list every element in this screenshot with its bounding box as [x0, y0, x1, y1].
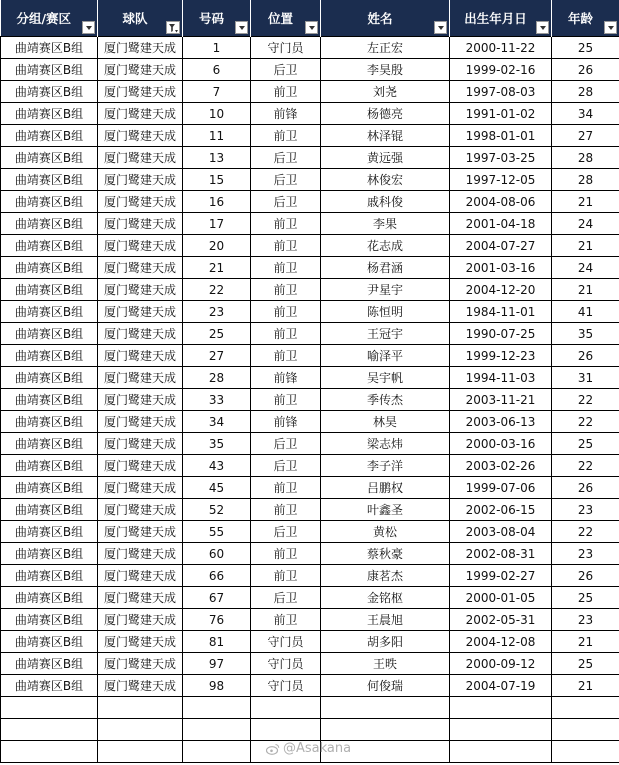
- cell-position[interactable]: 前卫: [251, 565, 321, 587]
- cell-birthdate[interactable]: 1990-07-25: [450, 323, 552, 345]
- cell-group[interactable]: 曲靖赛区B组: [1, 455, 98, 477]
- cell-name[interactable]: 林俊宏: [321, 169, 450, 191]
- column-header-label: 年龄: [567, 11, 593, 26]
- cell-number[interactable]: 20: [183, 235, 251, 257]
- cell-name[interactable]: 戚科俊: [321, 191, 450, 213]
- watermark-text: @Asakana: [283, 741, 352, 756]
- filter-dropdown-icon[interactable]: [305, 21, 318, 34]
- cell-group[interactable]: 曲靖赛区B组: [1, 213, 98, 235]
- cell-name[interactable]: 黄远强: [321, 147, 450, 169]
- empty-cell[interactable]: [251, 719, 321, 741]
- table-row: [1, 411, 619, 433]
- table-row: [1, 675, 619, 697]
- cell-group[interactable]: 曲靖赛区B组: [1, 675, 98, 697]
- cell-age[interactable]: 22: [552, 411, 619, 433]
- cell-position[interactable]: 前卫: [251, 543, 321, 565]
- cell-birthdate[interactable]: 1999-02-16: [450, 59, 552, 81]
- table-row: [1, 345, 619, 367]
- cell-group[interactable]: 曲靖赛区B组: [1, 279, 98, 301]
- cell-team[interactable]: 厦门鹭建天成: [98, 433, 183, 455]
- cell-age[interactable]: 25: [552, 653, 619, 675]
- cell-name[interactable]: 杨君涵: [321, 257, 450, 279]
- empty-cell[interactable]: [183, 697, 251, 719]
- cell-birthdate[interactable]: 2003-06-13: [450, 411, 552, 433]
- cell-group[interactable]: 曲靖赛区B组: [1, 609, 98, 631]
- cell-position[interactable]: 前卫: [251, 213, 321, 235]
- column-header-name: [321, 0, 450, 37]
- cell-group[interactable]: 曲靖赛区B组: [1, 653, 98, 675]
- table-row: [1, 521, 619, 543]
- empty-cell[interactable]: [1, 719, 98, 741]
- cell-age[interactable]: 22: [552, 389, 619, 411]
- empty-cell[interactable]: [450, 697, 552, 719]
- cell-birthdate[interactable]: 1997-08-03: [450, 81, 552, 103]
- cell-name[interactable]: 花志成: [321, 235, 450, 257]
- cell-group[interactable]: 曲靖赛区B组: [1, 323, 98, 345]
- empty-cell[interactable]: [251, 697, 321, 719]
- table-row: [1, 631, 619, 653]
- cell-age[interactable]: 26: [552, 345, 619, 367]
- cell-team[interactable]: 厦门鹭建天成: [98, 257, 183, 279]
- cell-birthdate[interactable]: 2004-12-08: [450, 631, 552, 653]
- cell-number[interactable]: 22: [183, 279, 251, 301]
- table-row: [1, 235, 619, 257]
- empty-row: [1, 719, 619, 741]
- filter-dropdown-icon[interactable]: [82, 21, 95, 34]
- cell-age[interactable]: 23: [552, 499, 619, 521]
- filter-dropdown-icon[interactable]: [434, 21, 447, 34]
- cell-position[interactable]: 前卫: [251, 81, 321, 103]
- cell-number[interactable]: 13: [183, 147, 251, 169]
- cell-number[interactable]: 33: [183, 389, 251, 411]
- cell-group[interactable]: 曲靖赛区B组: [1, 543, 98, 565]
- cell-birthdate[interactable]: 2002-05-31: [450, 609, 552, 631]
- cell-number[interactable]: 98: [183, 675, 251, 697]
- cell-birthdate[interactable]: 2000-03-16: [450, 433, 552, 455]
- header-row: [1, 0, 619, 37]
- cell-name[interactable]: 林昊: [321, 411, 450, 433]
- cell-name[interactable]: 季传杰: [321, 389, 450, 411]
- table-row: [1, 367, 619, 389]
- column-header-label: 号码: [198, 11, 224, 26]
- empty-cell[interactable]: [552, 741, 619, 763]
- cell-position[interactable]: 后卫: [251, 169, 321, 191]
- cell-position[interactable]: 前卫: [251, 323, 321, 345]
- cell-birthdate[interactable]: 2002-06-15: [450, 499, 552, 521]
- cell-team[interactable]: 厦门鹭建天成: [98, 521, 183, 543]
- cell-position[interactable]: 前锋: [251, 367, 321, 389]
- cell-group[interactable]: 曲靖赛区B组: [1, 147, 98, 169]
- cell-age[interactable]: 25: [552, 433, 619, 455]
- table-row: [1, 543, 619, 565]
- cell-team[interactable]: 厦门鹭建天成: [98, 235, 183, 257]
- cell-birthdate[interactable]: 2004-08-06: [450, 191, 552, 213]
- table-row: [1, 389, 619, 411]
- cell-team[interactable]: 厦门鹭建天成: [98, 323, 183, 345]
- table-row: [1, 609, 619, 631]
- table-row: [1, 587, 619, 609]
- filter-dropdown-icon[interactable]: [536, 21, 549, 34]
- cell-number[interactable]: 35: [183, 433, 251, 455]
- cell-team[interactable]: 厦门鹭建天成: [98, 675, 183, 697]
- cell-name[interactable]: 刘尧: [321, 81, 450, 103]
- cell-birthdate[interactable]: 2004-12-20: [450, 279, 552, 301]
- cell-name[interactable]: 尹星宇: [321, 279, 450, 301]
- cell-position[interactable]: 后卫: [251, 587, 321, 609]
- cell-number[interactable]: 21: [183, 257, 251, 279]
- cell-team[interactable]: 厦门鹭建天成: [98, 279, 183, 301]
- empty-cell[interactable]: [450, 719, 552, 741]
- cell-team[interactable]: 厦门鹭建天成: [98, 543, 183, 565]
- cell-team[interactable]: 厦门鹭建天成: [98, 147, 183, 169]
- empty-cell[interactable]: [98, 719, 183, 741]
- cell-position[interactable]: 守门员: [251, 631, 321, 653]
- cell-name[interactable]: 左正宏: [321, 37, 450, 59]
- cell-number[interactable]: 52: [183, 499, 251, 521]
- cell-birthdate[interactable]: 1984-11-01: [450, 301, 552, 323]
- cell-position[interactable]: 守门员: [251, 37, 321, 59]
- cell-birthdate[interactable]: 2003-08-04: [450, 521, 552, 543]
- cell-birthdate[interactable]: 2002-08-31: [450, 543, 552, 565]
- cell-birthdate[interactable]: 2004-07-27: [450, 235, 552, 257]
- cell-group[interactable]: 曲靖赛区B组: [1, 411, 98, 433]
- cell-number[interactable]: 6: [183, 59, 251, 81]
- cell-group[interactable]: 曲靖赛区B组: [1, 257, 98, 279]
- table-row: [1, 103, 619, 125]
- cell-number[interactable]: 97: [183, 653, 251, 675]
- column-header-group: [1, 0, 98, 37]
- cell-number[interactable]: 25: [183, 323, 251, 345]
- cell-birthdate[interactable]: 1997-03-25: [450, 147, 552, 169]
- cell-team[interactable]: 厦门鹭建天成: [98, 103, 183, 125]
- column-header-label: 姓名: [367, 11, 393, 26]
- cell-number[interactable]: 76: [183, 609, 251, 631]
- table-row: [1, 125, 619, 147]
- cell-name[interactable]: 何俊瑞: [321, 675, 450, 697]
- column-header-label: 分组/赛区: [16, 11, 72, 26]
- cell-name[interactable]: 王晨旭: [321, 609, 450, 631]
- column-header-birthdate: [450, 0, 552, 37]
- cell-group[interactable]: 曲靖赛区B组: [1, 235, 98, 257]
- cell-number[interactable]: 16: [183, 191, 251, 213]
- table-row: [1, 81, 619, 103]
- table-row: [1, 213, 619, 235]
- cell-position[interactable]: 后卫: [251, 433, 321, 455]
- table-row: [1, 477, 619, 499]
- cell-position[interactable]: 前卫: [251, 235, 321, 257]
- cell-group[interactable]: 曲靖赛区B组: [1, 367, 98, 389]
- cell-age[interactable]: 34: [552, 103, 619, 125]
- cell-birthdate[interactable]: 1999-07-06: [450, 477, 552, 499]
- empty-cell[interactable]: [321, 697, 450, 719]
- cell-age[interactable]: 21: [552, 631, 619, 653]
- cell-number[interactable]: 27: [183, 345, 251, 367]
- cell-position[interactable]: 前卫: [251, 345, 321, 367]
- cell-number[interactable]: 43: [183, 455, 251, 477]
- cell-number[interactable]: 17: [183, 213, 251, 235]
- cell-name[interactable]: 胡多阳: [321, 631, 450, 653]
- table-row: [1, 565, 619, 587]
- cell-age[interactable]: 27: [552, 125, 619, 147]
- cell-name[interactable]: 林泽锟: [321, 125, 450, 147]
- cell-age[interactable]: 23: [552, 609, 619, 631]
- cell-team[interactable]: 厦门鹭建天成: [98, 37, 183, 59]
- cell-group[interactable]: 曲靖赛区B组: [1, 103, 98, 125]
- cell-birthdate[interactable]: 2000-09-12: [450, 653, 552, 675]
- cell-position[interactable]: 后卫: [251, 455, 321, 477]
- table-row: [1, 59, 619, 81]
- cell-name[interactable]: 李子洋: [321, 455, 450, 477]
- cell-name[interactable]: 李果: [321, 213, 450, 235]
- cell-name[interactable]: 喻泽平: [321, 345, 450, 367]
- cell-team[interactable]: 厦门鹭建天成: [98, 345, 183, 367]
- column-header-label: 出生年月日: [464, 11, 527, 26]
- table-row: [1, 653, 619, 675]
- cell-team[interactable]: 厦门鹭建天成: [98, 301, 183, 323]
- cell-position[interactable]: 前锋: [251, 103, 321, 125]
- cell-age[interactable]: 21: [552, 279, 619, 301]
- cell-group[interactable]: 曲靖赛区B组: [1, 521, 98, 543]
- cell-age[interactable]: 23: [552, 543, 619, 565]
- cell-birthdate[interactable]: 1999-12-23: [450, 345, 552, 367]
- cell-group[interactable]: 曲靖赛区B组: [1, 59, 98, 81]
- cell-team[interactable]: 厦门鹭建天成: [98, 367, 183, 389]
- cell-team[interactable]: 厦门鹭建天成: [98, 587, 183, 609]
- cell-position[interactable]: 后卫: [251, 521, 321, 543]
- cell-age[interactable]: 21: [552, 675, 619, 697]
- cell-position[interactable]: 后卫: [251, 59, 321, 81]
- column-header-team: [98, 0, 183, 37]
- cell-age[interactable]: 28: [552, 147, 619, 169]
- weibo-logo-icon: [266, 743, 280, 755]
- cell-position[interactable]: 前卫: [251, 499, 321, 521]
- cell-birthdate[interactable]: 2000-01-05: [450, 587, 552, 609]
- cell-birthdate[interactable]: 2003-11-21: [450, 389, 552, 411]
- cell-age[interactable]: 21: [552, 191, 619, 213]
- cell-group[interactable]: 曲靖赛区B组: [1, 477, 98, 499]
- cell-name[interactable]: 李昊殷: [321, 59, 450, 81]
- cell-team[interactable]: 厦门鹭建天成: [98, 191, 183, 213]
- table-row: [1, 37, 619, 59]
- table-row: [1, 147, 619, 169]
- cell-group[interactable]: 曲靖赛区B组: [1, 499, 98, 521]
- cell-group[interactable]: 曲靖赛区B组: [1, 587, 98, 609]
- cell-number[interactable]: 67: [183, 587, 251, 609]
- table-row: [1, 169, 619, 191]
- table-row: [1, 301, 619, 323]
- cell-age[interactable]: 24: [552, 213, 619, 235]
- cell-number[interactable]: 10: [183, 103, 251, 125]
- cell-group[interactable]: 曲靖赛区B组: [1, 631, 98, 653]
- empty-row: [1, 697, 619, 719]
- cell-age[interactable]: 35: [552, 323, 619, 345]
- cell-position[interactable]: 后卫: [251, 147, 321, 169]
- cell-team[interactable]: 厦门鹭建天成: [98, 389, 183, 411]
- cell-birthdate[interactable]: 2001-03-16: [450, 257, 552, 279]
- table-row: [1, 279, 619, 301]
- cell-number[interactable]: 60: [183, 543, 251, 565]
- cell-group[interactable]: 曲靖赛区B组: [1, 389, 98, 411]
- cell-name[interactable]: 王冠宇: [321, 323, 450, 345]
- cell-name[interactable]: 黄松: [321, 521, 450, 543]
- cell-age[interactable]: 24: [552, 257, 619, 279]
- cell-name[interactable]: 蔡秋豪: [321, 543, 450, 565]
- cell-number[interactable]: 66: [183, 565, 251, 587]
- empty-cell[interactable]: [98, 741, 183, 763]
- cell-age[interactable]: 26: [552, 477, 619, 499]
- cell-age[interactable]: 22: [552, 455, 619, 477]
- cell-number[interactable]: 15: [183, 169, 251, 191]
- cell-team[interactable]: 厦门鹭建天成: [98, 125, 183, 147]
- table-row: [1, 455, 619, 477]
- cell-birthdate[interactable]: 1997-12-05: [450, 169, 552, 191]
- cell-name[interactable]: 陈恒明: [321, 301, 450, 323]
- empty-cell[interactable]: [552, 697, 619, 719]
- filter-dropdown-icon[interactable]: [604, 21, 617, 34]
- cell-position[interactable]: 守门员: [251, 653, 321, 675]
- cell-age[interactable]: 25: [552, 587, 619, 609]
- cell-team[interactable]: 厦门鹭建天成: [98, 59, 183, 81]
- cell-number[interactable]: 55: [183, 521, 251, 543]
- table-row: [1, 257, 619, 279]
- cell-number[interactable]: 45: [183, 477, 251, 499]
- cell-birthdate[interactable]: 2004-07-19: [450, 675, 552, 697]
- cell-age[interactable]: 26: [552, 565, 619, 587]
- cell-team[interactable]: 厦门鹭建天成: [98, 653, 183, 675]
- empty-cell[interactable]: [1, 741, 98, 763]
- cell-number[interactable]: 1: [183, 37, 251, 59]
- cell-age[interactable]: 31: [552, 367, 619, 389]
- cell-team[interactable]: 厦门鹭建天成: [98, 169, 183, 191]
- cell-position[interactable]: 前锋: [251, 411, 321, 433]
- cell-age[interactable]: 22: [552, 521, 619, 543]
- cell-number[interactable]: 7: [183, 81, 251, 103]
- cell-age[interactable]: 41: [552, 301, 619, 323]
- cell-number[interactable]: 28: [183, 367, 251, 389]
- cell-number[interactable]: 34: [183, 411, 251, 433]
- cell-team[interactable]: 厦门鹭建天成: [98, 499, 183, 521]
- column-header-position: [251, 0, 321, 37]
- cell-age[interactable]: 28: [552, 81, 619, 103]
- cell-position[interactable]: 守门员: [251, 675, 321, 697]
- cell-age[interactable]: 26: [552, 59, 619, 81]
- cell-group[interactable]: 曲靖赛区B组: [1, 565, 98, 587]
- cell-number[interactable]: 81: [183, 631, 251, 653]
- cell-birthdate[interactable]: 1991-01-02: [450, 103, 552, 125]
- filter-dropdown-icon[interactable]: [235, 21, 248, 34]
- cell-team[interactable]: 厦门鹭建天成: [98, 631, 183, 653]
- cell-birthdate[interactable]: 2000-11-22: [450, 37, 552, 59]
- table-row: [1, 191, 619, 213]
- empty-cell[interactable]: [1, 697, 98, 719]
- cell-group[interactable]: 曲靖赛区B组: [1, 345, 98, 367]
- cell-birthdate[interactable]: 1994-11-03: [450, 367, 552, 389]
- cell-name[interactable]: 王昳: [321, 653, 450, 675]
- table-row: [1, 499, 619, 521]
- table-row: [1, 433, 619, 455]
- cell-birthdate[interactable]: 2001-04-18: [450, 213, 552, 235]
- cell-position[interactable]: 前卫: [251, 477, 321, 499]
- cell-age[interactable]: 21: [552, 235, 619, 257]
- cell-group[interactable]: 曲靖赛区B组: [1, 37, 98, 59]
- cell-group[interactable]: 曲靖赛区B组: [1, 301, 98, 323]
- cell-name[interactable]: 康茗杰: [321, 565, 450, 587]
- cell-group[interactable]: 曲靖赛区B组: [1, 125, 98, 147]
- cell-position[interactable]: 前卫: [251, 279, 321, 301]
- cell-number[interactable]: 11: [183, 125, 251, 147]
- cell-group[interactable]: 曲靖赛区B组: [1, 169, 98, 191]
- cell-position[interactable]: 前卫: [251, 257, 321, 279]
- cell-name[interactable]: 梁志炜: [321, 433, 450, 455]
- cell-position[interactable]: 前卫: [251, 609, 321, 631]
- cell-group[interactable]: 曲靖赛区B组: [1, 433, 98, 455]
- cell-team[interactable]: 厦门鹭建天成: [98, 213, 183, 235]
- cell-age[interactable]: 25: [552, 37, 619, 59]
- cell-position[interactable]: 前卫: [251, 301, 321, 323]
- cell-birthdate[interactable]: 1999-02-27: [450, 565, 552, 587]
- empty-cell[interactable]: [450, 741, 552, 763]
- cell-team[interactable]: 厦门鹭建天成: [98, 477, 183, 499]
- cell-position[interactable]: 后卫: [251, 191, 321, 213]
- empty-cell[interactable]: [183, 719, 251, 741]
- cell-age[interactable]: 28: [552, 169, 619, 191]
- cell-birthdate[interactable]: 1998-01-01: [450, 125, 552, 147]
- cell-team[interactable]: 厦门鹭建天成: [98, 411, 183, 433]
- table-row: [1, 323, 619, 345]
- column-header-label: 位置: [267, 11, 293, 26]
- column-header-age: [552, 0, 619, 37]
- cell-name[interactable]: 叶鑫圣: [321, 499, 450, 521]
- cell-name[interactable]: 吴宇帆: [321, 367, 450, 389]
- filter-active-icon[interactable]: [166, 21, 180, 34]
- cell-position[interactable]: 前卫: [251, 389, 321, 411]
- cell-team[interactable]: 厦门鹭建天成: [98, 565, 183, 587]
- cell-name[interactable]: 吕鹏权: [321, 477, 450, 499]
- empty-cell[interactable]: [98, 697, 183, 719]
- cell-birthdate[interactable]: 2003-02-26: [450, 455, 552, 477]
- empty-cell[interactable]: [552, 719, 619, 741]
- cell-team[interactable]: 厦门鹭建天成: [98, 81, 183, 103]
- cell-group[interactable]: 曲靖赛区B组: [1, 81, 98, 103]
- table-body: [1, 37, 619, 763]
- empty-cell[interactable]: [183, 741, 251, 763]
- cell-group[interactable]: 曲靖赛区B组: [1, 191, 98, 213]
- column-header-number: [183, 0, 251, 37]
- cell-number[interactable]: 23: [183, 301, 251, 323]
- cell-name[interactable]: 杨德亮: [321, 103, 450, 125]
- cell-name[interactable]: 金铭枢: [321, 587, 450, 609]
- cell-team[interactable]: 厦门鹭建天成: [98, 455, 183, 477]
- cell-position[interactable]: 前卫: [251, 125, 321, 147]
- cell-team[interactable]: 厦门鹭建天成: [98, 609, 183, 631]
- empty-cell[interactable]: [321, 719, 450, 741]
- column-header-label: 球队: [122, 11, 148, 26]
